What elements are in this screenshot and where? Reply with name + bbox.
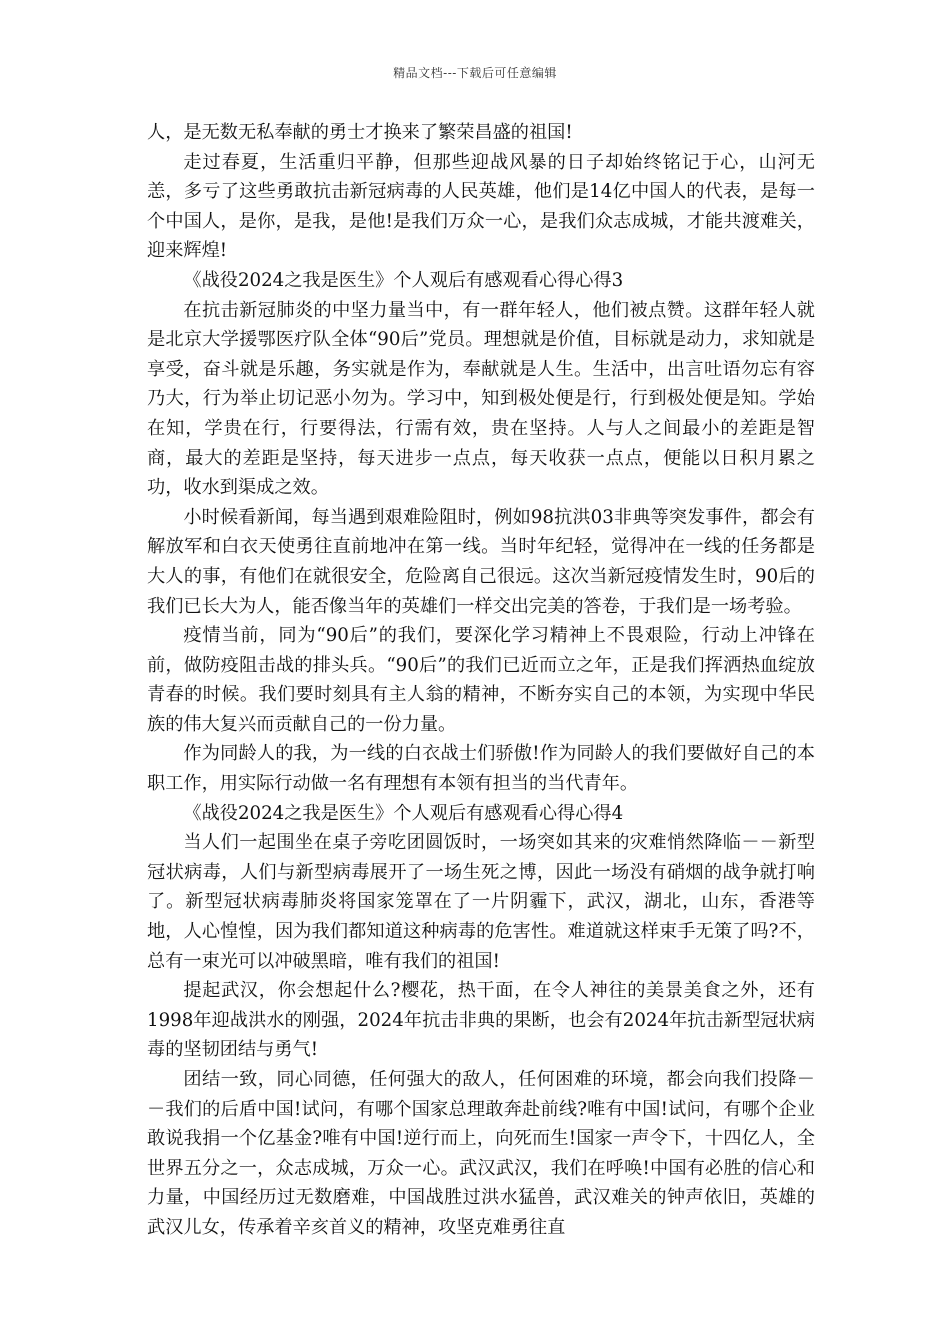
paragraph: 小时候看新闻，每当遇到艰难险阻时，例如98抗洪03非典等突发事件，都会有解放军和白衣天使勇往直前地冲在第一线。当时年纪轻，觉得冲在一线的任务都是大人的事，有他们在就很安全，危险离自己很远。这次当新冠疫情发生时，90后的我们已长大为人，能否像当年的英雄们一样交出完美的答卷，于我们是一场考验。	[147, 506, 815, 617]
paragraph: 提起武汉，你会想起什么?樱花，热干面，在令人神往的美景美食之外，还有1998年迎战洪水的刚强，2024年抗击非典的果断，也会有2024年抗击新型冠状病毒的坚韧团结与勇气!	[147, 980, 815, 1061]
section-heading-4: 《战役2024之我是医生》个人观后有感观看心得心得4	[183, 802, 624, 824]
paragraph: 疫情当前，同为“90后”的我们，要深化学习精神上不畏艰险，行动上冲锋在前，做防疫阻击战的排头兵。“90后”的我们已近而立之年，正是我们挥洒热血绽放青春的时候。我们要时刻具有主人翁的精神，不断夯实自己的本领，为实现中华民族的伟大复兴而贡献自己的一份力量。	[147, 625, 815, 735]
document-body	[147, 118, 815, 1243]
paragraph-continuation: 人，是无数无私奉献的勇士才换来了繁荣昌盛的祖国!	[147, 122, 573, 143]
paragraph: 当人们一起围坐在桌子旁吃团圆饭时，一场突如其来的灾难悄然降临－－新型冠状病毒，人们与新型病毒展开了一场生死之博，因此一场没有硝烟的战争就打响了。新型冠状病毒肺炎将国家笼罩在了一片阴霾下，武汉，湖北，山东，香港等地，人心惶惶，因为我们都知道这种病毒的危害性。难道就这样束手无策了吗?不，总有一束光可以冲破黑暗，唯有我们的祖国!	[147, 832, 815, 972]
paragraph: 作为同龄人的我，为一线的白衣战士们骄傲!作为同龄人的我们要做好自己的本职工作，用实际行动做一名有理想有本领有担当的当代青年。	[147, 743, 815, 795]
section-heading-3: 《战役2024之我是医生》个人观后有感观看心得心得3	[183, 269, 624, 291]
page-header-note: 精品文档---下载后可任意编辑	[393, 66, 557, 80]
paragraph: 在抗击新冠肺炎的中坚力量当中，有一群年轻人，他们被点赞。这群年轻人就是北京大学援鄂医疗队全体“90后”党员。理想就是价值，目标就是动力，求知就是享受，奋斗就是乐趣，务实就是作为，奉献就是人生。生活中，出言吐语勿忘有容乃大，行为举止切记恶小勿为。学习中，知到极处便是行，行到极处便是知。学始在知，学贵在行，行要得法，行需有效，贵在坚持。人与人之间最小的差距是智商，最大的差距是坚持，每天进步一点点，每天收获一点点，便能以日积月累之功，收水到渠成之效。	[147, 299, 815, 499]
paragraph: 走过春夏，生活重归平静，但那些迎战风暴的日子却始终铭记于心，山河无恙，多亏了这些勇敢抗击新冠病毒的人民英雄，他们是14亿中国人的代表，是每一个中国人，是你，是我，是他!是我们万众一心，是我们众志成城，才能共渡难关，迎来辉煌!	[147, 151, 815, 262]
paragraph: 团结一致，同心同德，任何强大的敌人，任何困难的环境，都会向我们投降－－我们的后盾中国!试问，有哪个国家总理敢奔赴前线?唯有中国!试问，有哪个企业敢说我捐一个亿基金?唯有中国!逆行而上，向死而生!国家一声令下，十四亿人，全世界五分之一，众志成城，万众一心。武汉武汉，我们在呼唤!中国有必胜的信心和力量，中国经历过无数磨难，中国战胜过洪水猛兽，武汉难关的钟声依旧，英雄的武汉儿女，传承着辛亥首义的精神，攻坚克难勇往直	[147, 1069, 815, 1238]
